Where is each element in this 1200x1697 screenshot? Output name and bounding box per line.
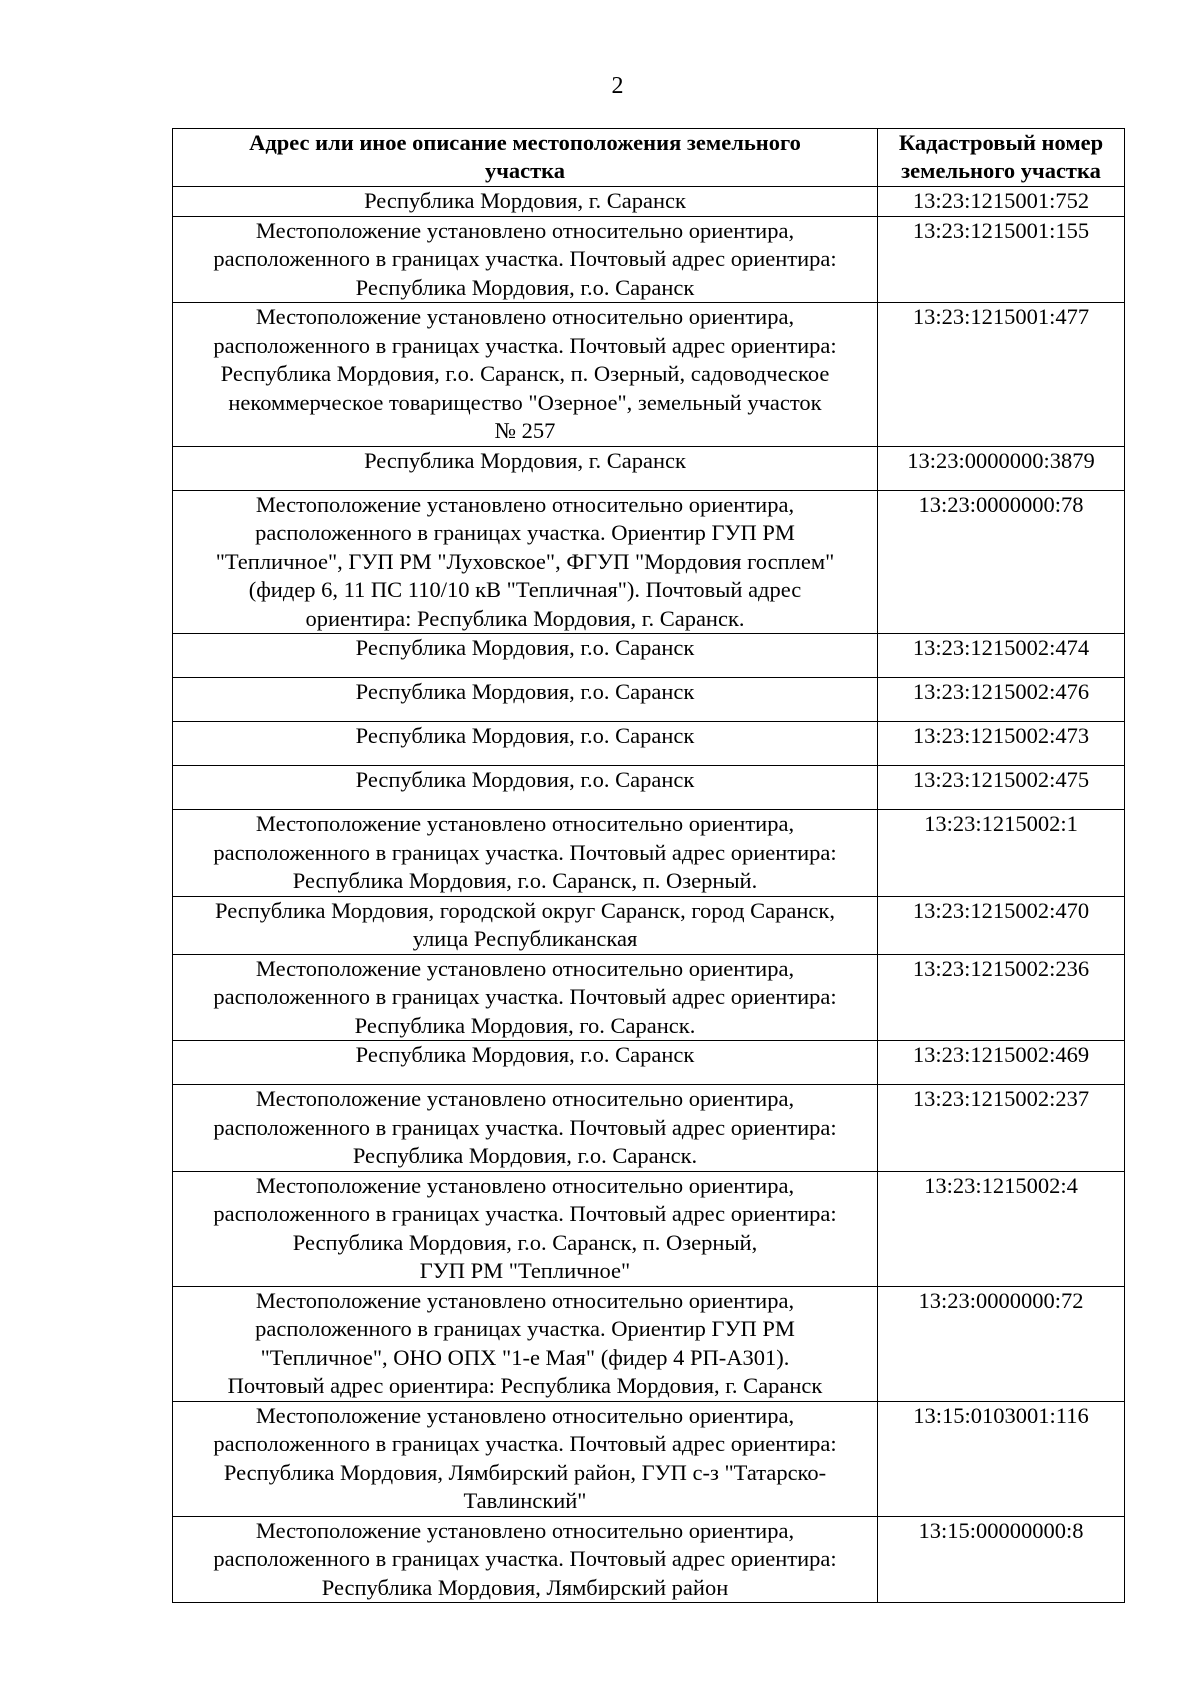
- address-line: Республика Мордовия, г.о. Саранск: [355, 723, 695, 748]
- address-line: расположенного в границах участка. Почтовый адрес ориентира:: [213, 1431, 837, 1456]
- cadastral-number-cell: 13:23:1215001:752: [878, 187, 1125, 217]
- address-line: расположенного в границах участка. Почтовый адрес ориентира:: [213, 839, 837, 865]
- table-row: [173, 216, 1125, 303]
- address-line: Местоположение установлено относительно ориентира,: [255, 217, 795, 243]
- table-row: [173, 954, 1125, 1041]
- cadastral-number-cell: 13:23:1215002:474: [878, 634, 1125, 678]
- table-row: [173, 1516, 1125, 1603]
- cadastral-number-cell: 13:23:1215002:470: [878, 896, 1125, 954]
- address-line: Местоположение установлено относительно ориентира,: [255, 955, 795, 981]
- address-line: расположенного в границах участка. Почтовый адрес ориентира:: [213, 1114, 837, 1140]
- address-cell: [173, 810, 878, 897]
- page-number: 2: [611, 73, 624, 99]
- address-line: № 257: [494, 418, 556, 443]
- table-row: [173, 634, 1125, 678]
- address-cell: [173, 766, 878, 810]
- cadastral-number-cell: 13:23:1215002:475: [878, 766, 1125, 810]
- address-line: Республика Мордовия, г. Саранск: [364, 188, 686, 213]
- address-cell: [173, 678, 878, 722]
- cadastral-number-cell: 13:23:1215002:237: [878, 1085, 1125, 1172]
- cadastral-number-cell: 13:23:1215002:236: [878, 954, 1125, 1041]
- address-column-header: Адрес или иное описание местоположения земельного участка: [173, 129, 878, 187]
- address-line: Республика Мордовия, г.о. Саранск: [355, 1042, 695, 1067]
- address-cell: [173, 1286, 878, 1401]
- address-line: Почтовый адрес ориентира: Республика Мордовия, г. Саранск: [227, 1373, 823, 1398]
- table-header-row: [173, 129, 1125, 187]
- address-cell: [173, 490, 878, 634]
- table-row: [173, 722, 1125, 766]
- address-line: Местоположение установлено относительно ориентира,: [255, 1402, 795, 1428]
- land-plots-table: [172, 128, 1125, 1603]
- address-cell: [173, 1171, 878, 1286]
- cadastral-number-cell: 13:23:1215002:4: [878, 1171, 1125, 1286]
- address-line: расположенного в границах участка. Почтовый адрес ориентира:: [213, 984, 837, 1009]
- address-cell: [173, 634, 878, 678]
- address-line: Республика Мордовия, г.о. Саранск, п. Озерный.: [292, 868, 758, 893]
- address-line: Республика Мордовия, г.о. Саранск: [355, 767, 695, 792]
- address-line: расположенного в границах участка. Ориентир ГУП РМ: [255, 1316, 795, 1341]
- table-row: [173, 1286, 1125, 1401]
- address-cell: [173, 896, 878, 954]
- address-line: расположенного в границах участка. Почтовый адрес ориентира:: [213, 1201, 837, 1226]
- address-line: Местоположение установлено относительно ориентира,: [255, 1287, 795, 1313]
- table-row: [173, 896, 1125, 954]
- table-row: [173, 1171, 1125, 1286]
- cadastral-number-cell: 13:23:1215002:476: [878, 678, 1125, 722]
- address-line: улица Республиканская: [412, 926, 638, 951]
- address-cell: [173, 187, 878, 217]
- table-row: [173, 1401, 1125, 1516]
- address-line: расположенного в границах участка. Почтовый адрес ориентира:: [213, 332, 837, 358]
- address-line: Местоположение установлено относительно ориентира,: [255, 1517, 795, 1543]
- table-row: [173, 1041, 1125, 1085]
- address-line: ГУП РМ "Тепличное": [419, 1258, 631, 1283]
- cadastral-column-header: Кадастровый номер земельного участка: [878, 129, 1125, 187]
- table-row: [173, 187, 1125, 217]
- table-body: [173, 187, 1125, 1603]
- address-cell: [173, 1516, 878, 1603]
- address-line: "Тепличное", ГУП РМ "Луховское", ФГУП "Мордовия госплем": [215, 548, 835, 574]
- address-line: Республика Мордовия, г.о. Саранск: [355, 679, 695, 704]
- cadastral-number-cell: 13:23:0000000:78: [878, 490, 1125, 634]
- address-line: Республика Мордовия, го. Саранск.: [354, 1012, 696, 1038]
- address-line: Местоположение установлено относительно ориентира,: [255, 304, 795, 329]
- address-line: Республика Мордовия, г. Саранск: [364, 447, 686, 473]
- table-row: [173, 810, 1125, 897]
- address-line: Республика Мордовия, г.о. Саранск: [355, 274, 695, 300]
- address-line: Республика Мордовия, г.о. Саранск: [355, 635, 695, 660]
- cadastral-number-cell: 13:23:1215002:473: [878, 722, 1125, 766]
- address-line: Республика Мордовия, г.о. Саранск, п. Озерный, садоводческое: [220, 361, 830, 386]
- cadastral-number-cell: 13:23:0000000:3879: [878, 446, 1125, 490]
- address-line: Местоположение установлено относительно ориентира,: [255, 811, 795, 836]
- table-row: [173, 766, 1125, 810]
- address-line: ориентира: Республика Мордовия, г. Саранск.: [305, 605, 745, 631]
- address-cell: [173, 446, 878, 490]
- table-row: [173, 303, 1125, 447]
- cadastral-number-cell: 13:23:1215002:1: [878, 810, 1125, 897]
- cadastral-number-cell: 13:23:1215001:155: [878, 216, 1125, 303]
- cadastral-number-cell: 13:15:0103001:116: [878, 1401, 1125, 1516]
- address-cell: [173, 216, 878, 303]
- address-cell: [173, 1401, 878, 1516]
- address-line: расположенного в границах участка. Почтовый адрес ориентира:: [213, 1546, 837, 1571]
- cadastral-number-cell: 13:23:1215001:477: [878, 303, 1125, 447]
- address-line: Республика Мордовия, Лямбирский район, ГУП с-з "Татарско-: [223, 1459, 827, 1485]
- cadastral-number-cell: 13:15:00000000:8: [878, 1516, 1125, 1603]
- cadastral-number-cell: 13:23:1215002:469: [878, 1041, 1125, 1085]
- address-line: Местоположение установлено относительно ориентира,: [255, 491, 795, 517]
- address-line: Местоположение установлено относительно ориентира,: [255, 1172, 795, 1198]
- table-row: [173, 446, 1125, 490]
- address-line: "Тепличное", ОНО ОПХ "1-е Мая" (фидер 4 РП-А301).: [260, 1344, 790, 1370]
- address-line: расположенного в границах участка. Почтовый адрес ориентира:: [213, 246, 837, 271]
- address-line: (фидер 6, 11 ПС 110/10 кВ "Тепличная"). Почтовый адрес: [248, 577, 802, 602]
- address-line: Республика Мордовия, г.о. Саранск.: [352, 1143, 698, 1168]
- address-cell: [173, 722, 878, 766]
- address-line: расположенного в границах участка. Ориентир ГУП РМ: [255, 520, 795, 545]
- cadastral-number-cell: 13:23:0000000:72: [878, 1286, 1125, 1401]
- address-cell: [173, 1085, 878, 1172]
- address-cell: [173, 1041, 878, 1085]
- address-cell: [173, 954, 878, 1041]
- address-cell: [173, 303, 878, 447]
- address-line: Республика Мордовия, г.о. Саранск, п. Озерный,: [292, 1229, 758, 1255]
- table-row: [173, 1085, 1125, 1172]
- table-row: [173, 678, 1125, 722]
- address-line: Республика Мордовия, Лямбирский район: [321, 1574, 729, 1600]
- table-row: [173, 490, 1125, 634]
- address-line: Республика Мордовия, городской округ Саранск, город Саранск,: [215, 897, 835, 923]
- address-line: Тавлинский": [463, 1488, 587, 1513]
- address-line: Местоположение установлено относительно ориентира,: [255, 1086, 795, 1111]
- address-line: некоммерческое товарищество "Озерное", земельный участок: [228, 389, 822, 415]
